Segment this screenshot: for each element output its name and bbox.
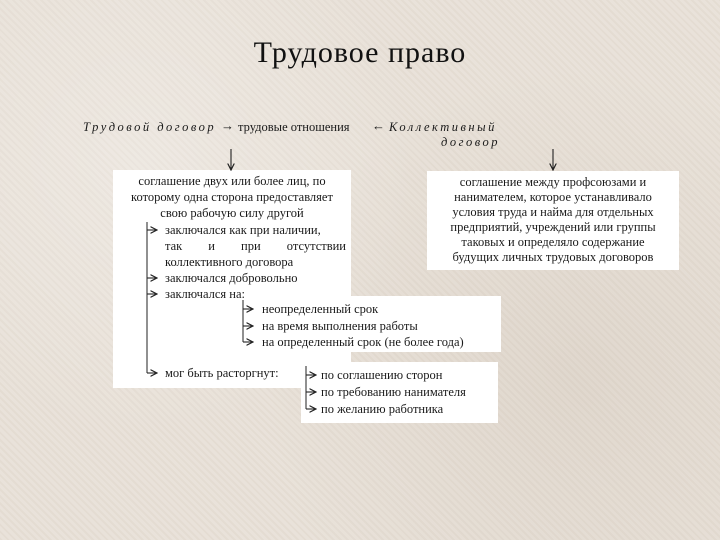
header-labor-contract: Трудовой договор xyxy=(83,120,217,134)
item-text: коллективного договора xyxy=(165,255,294,269)
item-text: заключался на: xyxy=(165,287,245,301)
header-collective-agreement: Коллективный xyxy=(389,120,497,134)
definition-line: свою рабочую силу другой xyxy=(160,206,304,220)
termination-label: мог быть расторгнут: xyxy=(165,366,279,380)
definition-line: соглашение двух или более лиц, по xyxy=(138,174,326,188)
collective-line: таковых и определяло содержание xyxy=(461,235,645,249)
collective-line: будущих личных трудовых договоров xyxy=(452,250,654,264)
item-text: заключался добровольно xyxy=(165,271,298,285)
term-text: на определенный срок (не более года) xyxy=(262,335,464,349)
item-text: так и при отсутствии xyxy=(165,239,346,253)
definition-line: которому одна сторона предоставляет xyxy=(131,190,333,204)
page-title: Трудовое право xyxy=(253,36,467,69)
termination-text: по желанию работника xyxy=(321,402,444,416)
termination-text: по соглашению сторон xyxy=(321,368,443,382)
collective-line: предприятий, учреждений или группы xyxy=(450,220,656,234)
termination-text: по требованию нанимателя xyxy=(321,385,466,399)
header-arrow-left-icon: ← xyxy=(372,118,385,133)
collective-line: соглашение между профсоюзами и xyxy=(459,175,647,189)
collective-line: условия труда и найма для отдельных xyxy=(452,205,654,219)
header-labor-relations: трудовые отношения xyxy=(238,120,350,134)
item-text: заключался как при наличии, xyxy=(165,223,321,237)
header-arrow-right-icon: → xyxy=(221,118,234,133)
collective-line: нанимателем, которое устанавливало xyxy=(454,190,652,204)
term-text: на время выполнения работы xyxy=(262,319,418,333)
header-collective-agreement-cont: договор xyxy=(441,135,500,149)
term-text: неопределенный срок xyxy=(262,302,379,316)
